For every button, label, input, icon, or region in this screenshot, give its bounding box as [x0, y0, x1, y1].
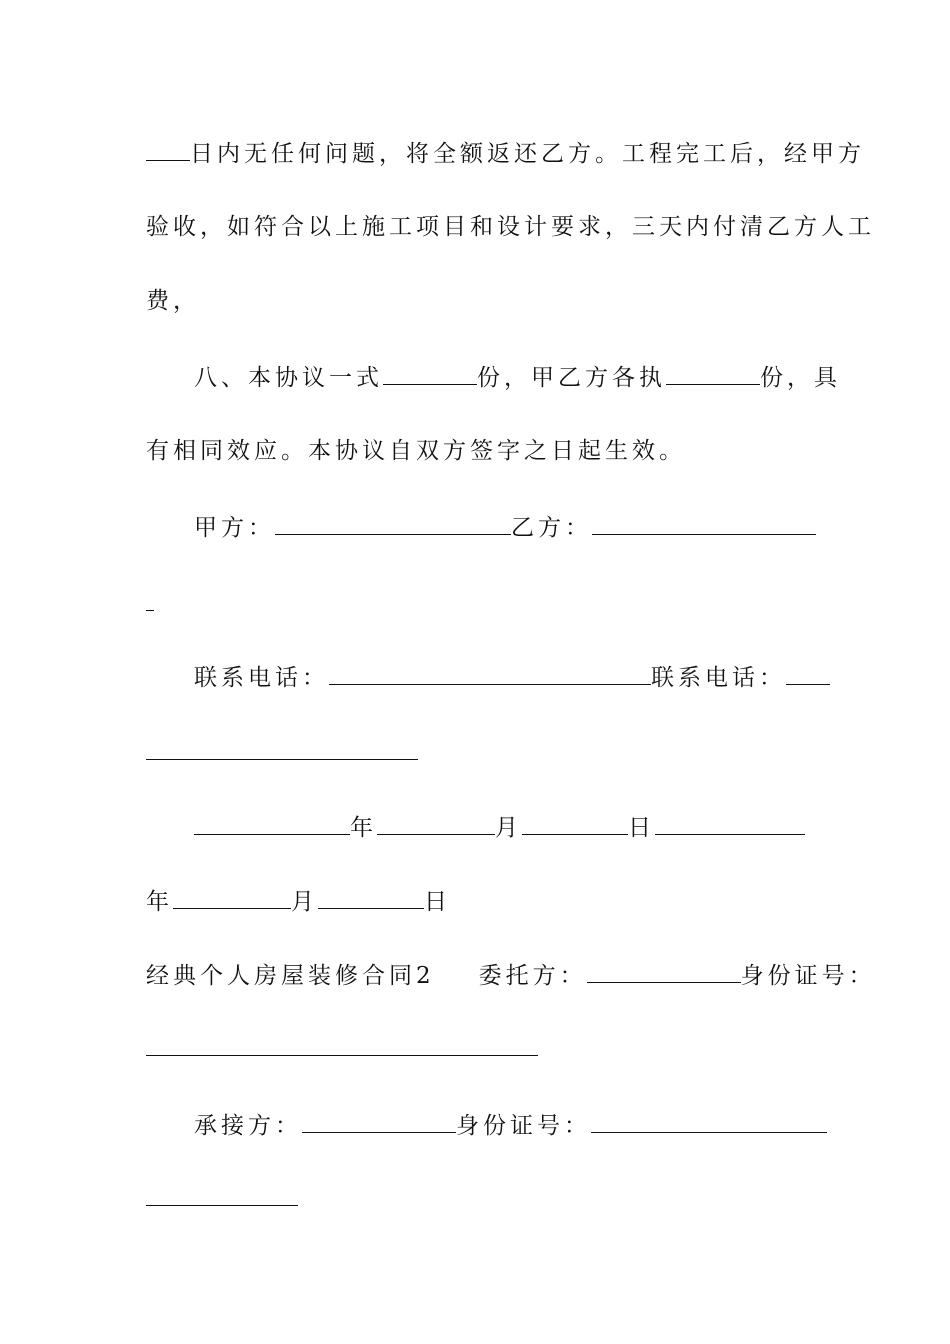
blank-continuation — [146, 1205, 298, 1206]
text-line: 验收，如符合以上施工项目和设计要求，三天内付清乙方人工 — [146, 214, 875, 240]
second-year-blank — [655, 812, 805, 835]
day-blank — [318, 886, 424, 909]
clause-eight: 八、本协议一式 份，甲乙方各执 份，具 — [194, 362, 841, 393]
contractor-label: 承接方： — [194, 1113, 302, 1139]
contractor-id-blank — [591, 1110, 827, 1133]
contract-two-heading — [146, 960, 876, 991]
contract-title: 经典个人房屋装修合同2 — [146, 963, 435, 989]
party-a-label: 甲方： — [194, 515, 275, 541]
phone-a-label: 联系电话： — [194, 665, 329, 691]
day-blank — [522, 812, 628, 835]
month-blank — [377, 812, 495, 835]
contact-phones — [194, 662, 830, 693]
text-line — [146, 138, 865, 169]
contractor-row — [194, 1110, 827, 1141]
month-blank — [173, 886, 291, 909]
text-line: 有相同效应。本协议自双方签字之日起生效。 — [146, 438, 686, 464]
contractor-blank — [302, 1110, 456, 1133]
party-signatures — [194, 512, 816, 543]
fill-blank — [146, 138, 190, 161]
party-a-blank — [275, 512, 511, 535]
date-row: 年 月 日 — [194, 812, 805, 843]
client-blank — [587, 960, 741, 983]
copies-each-blank — [666, 362, 760, 385]
blank-continuation — [146, 759, 418, 760]
blank-continuation — [146, 610, 154, 611]
phone-b-blank — [786, 662, 830, 685]
line-text: 日内无任何问题，将全额返还乙方。工程完工后，经甲方 — [190, 141, 865, 167]
contractor-id-label: 身份证号： — [456, 1113, 591, 1139]
phone-a-blank — [329, 662, 651, 685]
date-row-2: 年 月 日 — [146, 886, 451, 917]
party-b-blank — [592, 512, 816, 535]
party-b-label: 乙方： — [511, 515, 592, 541]
copies-total-blank — [383, 362, 477, 385]
phone-b-label: 联系电话： — [651, 665, 786, 691]
blank-continuation — [146, 1055, 538, 1056]
id-label: 身份证号： — [740, 963, 876, 989]
text-line: 费， — [146, 288, 200, 314]
year-blank — [194, 812, 350, 835]
client-label: 委托方： — [478, 963, 587, 989]
